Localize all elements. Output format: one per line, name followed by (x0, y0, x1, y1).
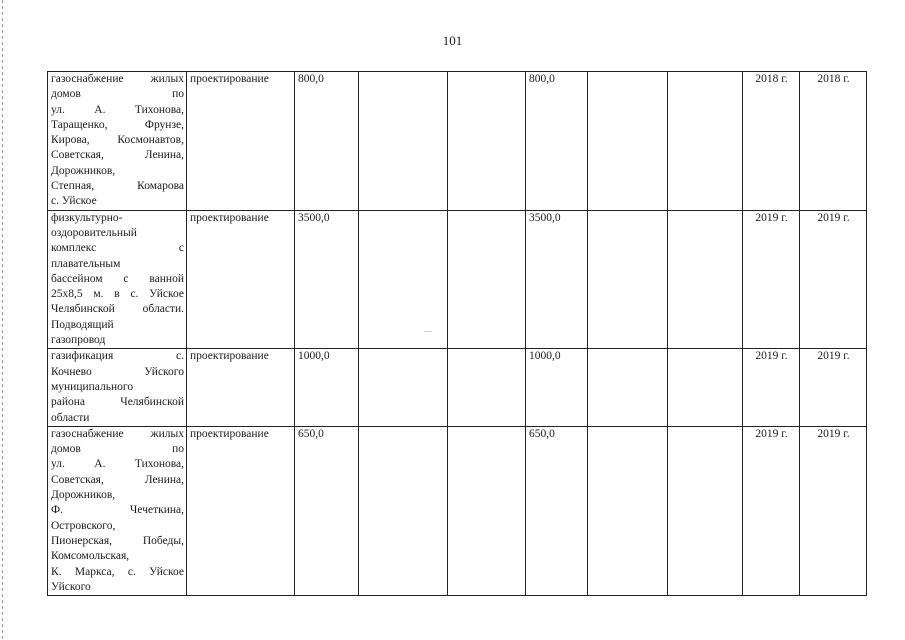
amount-cell (588, 349, 668, 426)
object-name-line: К. Маркса, с. Уйское (51, 565, 184, 578)
table-body (48, 72, 867, 596)
amount-cell (359, 426, 448, 595)
year-start-cell: 2019 г. (743, 210, 800, 349)
object-name-line: Таращенко, Фрунзе, (51, 118, 184, 131)
object-name-cell (48, 72, 187, 211)
object-name-line: Ф. Чечеткина, (51, 504, 184, 517)
object-name-line: домов по (51, 443, 184, 456)
table-row (48, 72, 867, 211)
amount-cell (668, 426, 743, 595)
amount-cell (448, 210, 526, 349)
total-amount-cell: 650,0 (295, 426, 359, 595)
object-name-line: газоснабжение жилых (51, 427, 184, 440)
object-name-cell (48, 426, 187, 595)
object-name-cell (48, 210, 187, 349)
object-name-line: Челябинской области. (51, 303, 184, 316)
object-name-line: с. Уйское (51, 195, 97, 208)
work-type-cell: проектирование (187, 349, 295, 426)
object-name-line: Комсомольская, (51, 550, 130, 563)
amount-cell (588, 426, 668, 595)
object-name-line: области (51, 411, 90, 424)
amount-cell (588, 210, 668, 349)
page-number: 101 (442, 33, 463, 48)
object-name-line: Дорожников, (51, 489, 116, 502)
year-end-cell: 2019 г. (800, 349, 867, 426)
year-end-cell: 2019 г. (800, 210, 867, 349)
object-name-line: ул. А. Тихонова, (51, 458, 184, 471)
object-name-line: Советская, Ленина, (51, 149, 184, 162)
amount-cell (668, 72, 743, 211)
object-name-line: Кочнево Уйского (51, 365, 184, 378)
amount-cell (359, 210, 448, 349)
object-name-cell (48, 349, 187, 426)
work-type-cell: проектирование (187, 426, 295, 595)
work-type-cell: проектирование (187, 72, 295, 211)
object-name-line: Кирова, Космонавтов, (51, 134, 184, 147)
object-name-line: газоснабжение жилых (51, 73, 184, 85)
scan-speck (424, 331, 432, 332)
total-amount-cell: 3500,0 (295, 210, 359, 349)
year-end-cell: 2018 г. (800, 72, 867, 211)
year-start-cell: 2019 г. (743, 426, 800, 595)
object-name-line: Дорожников, (51, 164, 116, 177)
object-name-line: домов по (51, 88, 184, 101)
object-name-line: комплекс с (51, 242, 184, 255)
year-end-cell: 2019 г. (800, 426, 867, 595)
amount-cell (359, 349, 448, 426)
table-row (48, 426, 867, 595)
year-start-cell: 2018 г. (743, 72, 800, 211)
amount-cell: 3500,0 (526, 210, 588, 349)
object-name-line: района Челябинской (51, 396, 184, 409)
object-name-line: Уйского (51, 580, 91, 593)
table-row (48, 210, 867, 349)
object-name-line: Островского, (51, 519, 116, 532)
year-start-cell: 2019 г. (743, 349, 800, 426)
amount-cell (448, 426, 526, 595)
object-name-line: газопровод (51, 334, 106, 347)
object-name-line: бассейном с ванной (51, 272, 184, 285)
object-name-line: физкультурно- (51, 211, 123, 224)
object-name-line: плавательным (51, 257, 121, 270)
scan-edge (2, 0, 3, 640)
amount-cell (448, 349, 526, 426)
investment-table (47, 71, 867, 596)
amount-cell (668, 210, 743, 349)
object-name-line: оздоровительный (51, 226, 137, 239)
object-name-line: 25х8,5 м. в с. Уйское (51, 288, 184, 301)
amount-cell (668, 349, 743, 426)
amount-cell (448, 72, 526, 211)
amount-cell: 1000,0 (526, 349, 588, 426)
amount-cell (588, 72, 668, 211)
total-amount-cell: 1000,0 (295, 349, 359, 426)
object-name-line: муниципального (51, 380, 134, 393)
amount-cell (359, 72, 448, 211)
object-name-line: Степная, Комарова (51, 180, 184, 193)
object-name-line: Подводящий (51, 318, 114, 331)
object-name-line: газификация с. (51, 350, 184, 363)
object-name-line: Советская, Ленина, (51, 473, 184, 486)
object-name-line: Пионерская, Победы, (51, 534, 184, 547)
amount-cell: 800,0 (526, 72, 588, 211)
total-amount-cell: 800,0 (295, 72, 359, 211)
table-row (48, 349, 867, 426)
amount-cell: 650,0 (526, 426, 588, 595)
object-name-line: ул. А. Тихонова, (51, 103, 184, 116)
work-type-cell: проектирование (187, 210, 295, 349)
